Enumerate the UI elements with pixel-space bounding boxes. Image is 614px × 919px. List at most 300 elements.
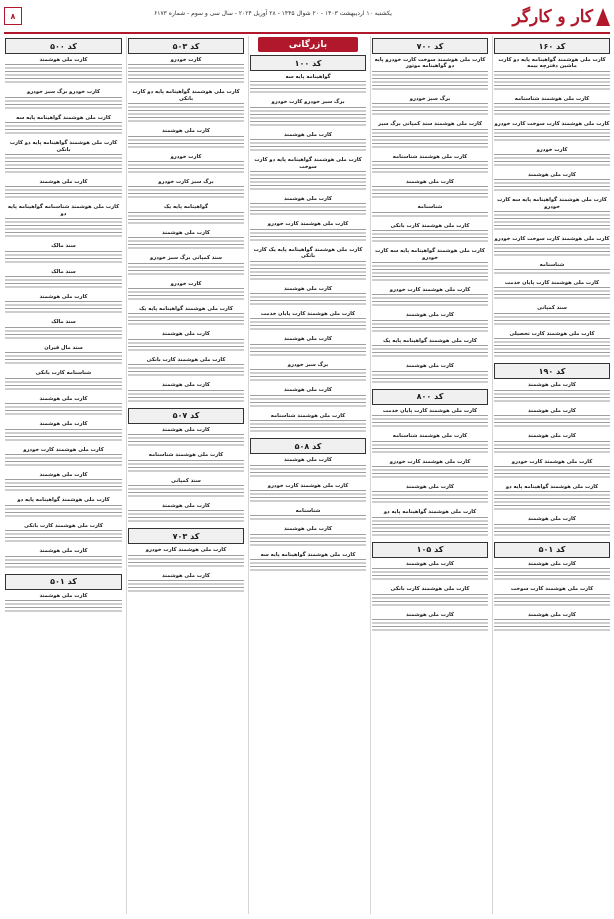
ad-body-text — [250, 107, 366, 128]
classified-ad — [494, 121, 610, 142]
code-header: کد ۱۰۵ — [372, 542, 488, 558]
ad-body-text — [5, 352, 122, 366]
ad-title: سند مالک — [51, 268, 76, 275]
ad-body-text — [372, 491, 488, 505]
ad-title: سند مال قیران — [44, 344, 83, 351]
ad-title: کارت ملی هوشمند — [39, 548, 88, 555]
ad-title: کارت ملی هوشمند — [162, 502, 210, 509]
classified-ad — [250, 526, 366, 547]
classified-ad — [250, 247, 366, 282]
ad-title: کارت ملی هوشمند گواهینامه پایه دو — [505, 483, 599, 490]
ad-body-text — [494, 313, 610, 327]
classified-ad — [250, 99, 366, 127]
ad-body-text — [250, 293, 366, 307]
ad-body-text — [128, 237, 244, 251]
ad-title: کارت ملی هوشمند کارت خودرو — [23, 446, 104, 453]
ad-title: کارت ملی هوشمند کارت بانکی — [24, 522, 103, 529]
ad-body-text — [128, 288, 244, 302]
classified-ad — [128, 503, 244, 524]
classified-ad — [128, 452, 244, 473]
ad-title: کارت ملی هوشمند کارت بانکی — [390, 586, 470, 593]
column-c5 — [4, 36, 122, 914]
classified-ad — [494, 57, 610, 92]
ad-body-text — [372, 441, 488, 455]
ad-title: برگ سبز کارت خودرو — [158, 179, 214, 186]
classified-ad — [250, 508, 366, 522]
ad-body-text — [5, 276, 122, 290]
ad-body-text — [494, 269, 610, 276]
ad-body-text — [128, 364, 244, 378]
ad-body-text — [494, 415, 610, 429]
ad-body-text — [128, 460, 244, 474]
ad-body-text — [128, 339, 244, 353]
classified-ad — [250, 552, 366, 573]
ad-title: کارت ملی هوشمند گواهینامه پایه دو — [17, 497, 110, 504]
ad-title: گواهینامه پایه سه — [285, 74, 331, 80]
ad-body-text — [128, 485, 244, 499]
ad-body-text — [128, 580, 244, 594]
ad-body-text — [5, 479, 122, 493]
ad-title: کارت ملی هوشمند — [406, 483, 454, 490]
classified-ad — [372, 509, 488, 537]
ad-title: برگ سبز خودرو — [287, 361, 329, 368]
ad-title: کارت ملی هوشمند گواهینامه پایه یک — [139, 306, 233, 313]
ad-body-text — [372, 619, 488, 633]
ad-body-text — [5, 327, 122, 341]
ad-body-text — [5, 154, 122, 175]
ad-title: کارت ملی هوشمند — [162, 382, 210, 389]
ad-title: کارت ملی هوشمند — [284, 387, 332, 394]
ad-title: کارت خودرو — [170, 153, 202, 160]
ad-title: سند کمپانی — [171, 477, 201, 484]
ad-title: کارت ملی هوشمند — [406, 312, 454, 319]
ad-title: کارت ملی هوشمند گواهینامه پایه دو کارت ماشین دفترچه بیمه — [498, 57, 606, 70]
ad-body-text — [5, 505, 122, 519]
classified-ad — [250, 387, 366, 408]
code-header: کد ۵۰۳ — [128, 38, 244, 54]
classified-ad — [494, 382, 610, 403]
classified-ad — [494, 96, 610, 117]
classified-ad — [494, 262, 610, 276]
ad-body-text — [494, 154, 610, 168]
ad-body-text — [250, 395, 366, 409]
classified-ad — [5, 472, 122, 493]
ad-body-text — [494, 390, 610, 404]
ad-body-text — [128, 212, 244, 226]
ad-body-text — [372, 517, 488, 538]
classified-ad — [5, 345, 122, 366]
column-c3 — [248, 36, 366, 914]
ad-title: کارت ملی هوشمند کارت سوخت — [510, 586, 594, 593]
ad-title: کارت ملی هوشمند — [528, 611, 576, 618]
code-header: کد ۵۰۷ — [128, 408, 244, 424]
classified-ad — [5, 179, 122, 200]
ad-body-text — [250, 369, 366, 383]
ad-title: کارت ملی هوشمند شناسنامه — [392, 433, 468, 440]
ad-title: کارت ملی هوشمند شناسنامه — [514, 95, 590, 102]
classified-ad — [372, 179, 488, 200]
classified-ad — [372, 586, 488, 607]
page-header — [4, 4, 610, 34]
classified-ad — [494, 459, 610, 480]
classified-ad — [494, 484, 610, 512]
classified-ad — [128, 204, 244, 225]
ad-body-text — [494, 338, 610, 359]
classified-ad — [250, 336, 366, 357]
ad-body-text — [250, 203, 366, 217]
classified-ad — [372, 561, 488, 582]
ad-body-text — [128, 161, 244, 175]
column-c1 — [492, 36, 610, 914]
ad-body-text — [494, 129, 610, 143]
classified-ad — [5, 89, 122, 110]
code-header: کد ۸۰۰ — [372, 389, 488, 405]
classified-ad — [494, 172, 610, 193]
classified-ad — [494, 331, 610, 359]
ad-body-text — [5, 530, 122, 544]
ad-body-text — [128, 390, 244, 404]
ad-body-text — [494, 619, 610, 633]
classified-ad — [5, 548, 122, 569]
ad-title: کارت ملی هوشمند گواهینامه پایه سه — [16, 114, 111, 121]
ad-title: کارت ملی هوشمند کارت پایان خدمت — [504, 280, 600, 287]
classified-ad — [128, 357, 244, 378]
classified-ad — [494, 586, 610, 607]
classified-ad — [128, 547, 244, 568]
ad-body-text — [250, 534, 366, 548]
classified-ad — [128, 255, 244, 276]
classified-ad — [494, 408, 610, 429]
classified-ad — [494, 305, 610, 326]
classified-ad — [372, 154, 488, 175]
classified-ad — [372, 223, 488, 244]
ad-body-text — [128, 136, 244, 150]
ad-body-text — [494, 466, 610, 480]
ad-body-text — [372, 71, 488, 92]
ad-title: کارت ملی هوشمند — [406, 179, 454, 186]
ad-title: کارت خودرو برگ سبز خودرو — [26, 89, 101, 96]
classified-ad — [5, 593, 122, 614]
classified-ad — [5, 115, 122, 136]
classified-ad — [128, 154, 244, 175]
ad-body-text — [494, 441, 610, 455]
ad-title: کارت ملی هوشمند گواهینامه پایه سه — [260, 551, 356, 558]
ad-body-text — [372, 262, 488, 283]
ad-body-text — [372, 466, 488, 480]
classified-ad — [5, 396, 122, 417]
classified-ad — [128, 382, 244, 403]
ad-body-text — [5, 218, 122, 239]
code-header: کد ۱۹۰ — [494, 363, 610, 379]
ad-title: شناسنامه — [295, 507, 321, 514]
ad-title: کارت ملی هوشمند — [39, 421, 88, 428]
ad-title: کارت ملی هوشمند شناسنامه — [270, 412, 346, 419]
classified-ad — [5, 370, 122, 391]
classified-ad — [128, 281, 244, 302]
ad-body-text — [250, 229, 366, 243]
classified-ad — [494, 561, 610, 582]
classified-ad — [250, 74, 366, 95]
ad-body-text — [128, 434, 244, 448]
classified-ad — [372, 57, 488, 92]
ad-body-text — [5, 301, 122, 315]
ad-title: کارت ملی هوشمند گواهینامه پایه یک کارت بانکی — [253, 246, 363, 260]
ad-title: کارت ملی هوشمند کارت بانکی — [390, 222, 470, 229]
ad-title: کارت ملی هوشمند کارت سوخت کارت خودرو — [494, 121, 610, 128]
ad-title: کارت ملی هوشمند کارت خودرو — [267, 221, 349, 228]
classified-ad — [250, 286, 366, 307]
ad-body-text — [372, 568, 488, 582]
ad-title: کارت خودرو — [536, 146, 568, 153]
ad-body-text — [494, 244, 610, 258]
classified-ad — [372, 612, 488, 633]
ad-body-text — [128, 186, 244, 200]
ad-body-text — [128, 64, 244, 85]
ad-title: کارت ملی هوشمند کارت سوخت کارت خودرو — [494, 236, 610, 243]
ad-body-text — [128, 555, 244, 569]
ad-title: کارت ملی هوشمند — [528, 382, 576, 389]
ad-title: کارت ملی هوشمند — [284, 526, 332, 533]
ad-body-text — [250, 559, 366, 573]
ad-body-text — [5, 378, 122, 392]
ad-title: کارت ملی هوشمند — [162, 426, 210, 433]
ad-body-text — [494, 179, 610, 193]
ad-body-text — [372, 371, 488, 385]
ad-body-text — [128, 103, 244, 124]
ad-body-text — [494, 594, 610, 608]
classified-ad — [372, 408, 488, 429]
ad-body-text — [372, 594, 488, 608]
classified-ad — [250, 157, 366, 192]
classified-ad — [128, 573, 244, 594]
ad-body-text — [494, 211, 610, 232]
ad-body-text — [372, 320, 488, 334]
ad-body-text — [494, 103, 610, 117]
ad-body-text — [494, 568, 610, 582]
ad-body-text — [372, 103, 488, 117]
classified-ad — [250, 132, 366, 153]
ad-title: کارت ملی هوشمند — [406, 363, 454, 370]
ad-title: کارت ملی هوشمند کارت تحصیلی — [509, 330, 595, 337]
ad-title: کارت ملی هوشمند — [39, 395, 88, 402]
classified-ad — [128, 331, 244, 352]
ad-title: کارت ملی هوشمند گواهینامه پایه دو — [383, 509, 477, 516]
brand-logo-icon — [596, 8, 610, 26]
classified-ad — [5, 497, 122, 518]
column-c4 — [126, 36, 244, 914]
ad-title: کارت ملی هوشمند — [528, 516, 576, 523]
ad-body-text — [250, 171, 366, 192]
ad-body-text — [372, 415, 488, 429]
classified-ad — [128, 89, 244, 124]
ad-title: شناسنامه — [417, 204, 443, 211]
classified-ad — [372, 312, 488, 333]
ad-title: شناسنامه کارت بانکی — [35, 370, 92, 377]
ad-title: کارت ملی هوشمند شناسنامه — [148, 452, 224, 459]
ad-body-text — [128, 313, 244, 327]
classified-ad — [494, 236, 610, 257]
ad-title: کارت ملی هوشمند — [284, 336, 332, 343]
classified-ad — [5, 269, 122, 290]
ad-title: سند کمپانی — [537, 305, 567, 312]
ad-body-text — [250, 139, 366, 153]
classified-ad — [250, 196, 366, 217]
code-header: کد ۷۰۳ — [128, 528, 244, 544]
brand-title: کار و کارگر — [512, 7, 593, 27]
ad-body-text — [372, 230, 488, 244]
ad-title: کارت ملی هوشمند گواهینامه پایه دو کارت بانکی — [132, 89, 240, 102]
classified-ad — [5, 243, 122, 264]
classified-ad — [372, 248, 488, 283]
classified-ad — [494, 612, 610, 633]
dateline: یکشنبه ۱۰ اردیبهشت ۱۴۰۳ - ۲۰ شوال ۱۴۴۵ - ۲۸ آوریل ۲۰۲۴ - سال سی و سوم - شماره ۶۱۷۳ — [154, 10, 392, 17]
ad-title: کارت ملی هوشمند — [39, 179, 88, 186]
classified-ad — [372, 484, 488, 505]
classified-ad — [128, 427, 244, 448]
columns-container — [4, 36, 610, 914]
ad-title: کارت ملی هوشمند سند کمپانی برگ سبز — [377, 121, 483, 128]
classified-ad — [372, 121, 488, 149]
ad-body-text — [494, 287, 610, 301]
ad-title: کارت ملی هوشمند — [284, 457, 332, 464]
ad-title: کارت ملی هوشمند — [284, 131, 332, 138]
ad-title: کارت ملی هوشمند — [162, 331, 210, 338]
ad-title: کارت ملی هوشمند — [406, 611, 454, 618]
classified-ad — [5, 523, 122, 544]
ad-body-text — [5, 600, 122, 614]
ad-body-text — [128, 263, 244, 277]
ad-title: کارت ملی هوشمند گواهینامه پایه دو کارت سوخت — [254, 157, 362, 170]
ad-body-text — [494, 524, 610, 538]
classified-ad — [372, 363, 488, 384]
ad-title: کارت ملی هوشمند — [162, 128, 210, 135]
ad-title: شناسنامه — [539, 261, 565, 268]
classified-ad — [128, 57, 244, 85]
code-header: کد ۵۰۱ — [494, 542, 610, 558]
code-header: کد ۵۰۱ — [5, 574, 122, 590]
ad-title: کارت ملی هوشمند گواهینامه پایه یک — [383, 337, 477, 344]
ad-title: کارت ملی هوشمند — [528, 560, 576, 567]
classified-ad — [5, 421, 122, 442]
ad-body-text — [250, 465, 366, 479]
classified-ad — [372, 287, 488, 308]
classified-ad — [5, 57, 122, 85]
classified-ad — [250, 413, 366, 434]
ad-body-text — [250, 420, 366, 434]
classified-ad — [128, 306, 244, 327]
classified-ad — [128, 179, 244, 200]
ad-title: کارت ملی هوشمند کارت پایان خدمت — [382, 407, 478, 414]
ad-body-text — [5, 429, 122, 443]
ad-title: کارت ملی هوشمند گواهینامه پایه سه کارت خودرو — [497, 197, 607, 210]
ad-title: سند مالک — [51, 319, 76, 326]
ad-title: کارت ملی هوشمند — [528, 172, 576, 179]
ad-title: کارت ملی هوشمند — [284, 196, 332, 203]
classified-ad — [372, 433, 488, 454]
ad-body-text — [372, 294, 488, 308]
classified-ad — [250, 483, 366, 504]
ad-title: کارت ملی هوشمند کارت خودرو — [511, 458, 593, 465]
ad-title: گواهینامه پایه یک — [163, 204, 209, 211]
code-header: کد ۷۰۰ — [372, 38, 488, 54]
ad-title: کارت ملی هوشمند کارت خودرو — [267, 482, 349, 489]
classified-ad — [5, 204, 122, 239]
ad-body-text — [5, 556, 122, 570]
ad-title: کارت ملی هوشمند سوخت کارت خودرو پایه دو گواهینامه موتور — [374, 57, 486, 70]
classified-ad — [5, 447, 122, 468]
classified-ad — [128, 128, 244, 149]
brand — [513, 4, 610, 30]
classified-ad — [372, 96, 488, 117]
ad-title: کارت ملی هوشمند — [162, 229, 210, 236]
ad-body-text — [372, 345, 488, 359]
ad-title: کارت ملی هوشمند کارت خودرو — [389, 458, 471, 465]
ad-title: سند مالک — [51, 243, 76, 250]
classified-ad — [5, 140, 122, 175]
code-header: کد ۵۰۰ — [5, 38, 122, 54]
ad-title: سند کمپانی برگ سبز خودرو — [150, 255, 222, 262]
ad-title: کارت ملی هوشمند — [528, 433, 576, 440]
ad-title: برگ سبز خودرو — [409, 95, 451, 102]
ad-title: کارت ملی هوشمند — [284, 285, 332, 292]
ad-title: برگ سبز خودرو کارت خودرو — [271, 99, 345, 106]
ad-body-text — [5, 122, 122, 136]
ad-body-text — [250, 344, 366, 358]
ad-body-text — [372, 186, 488, 200]
ad-body-text — [372, 161, 488, 175]
classified-ad — [372, 459, 488, 480]
ad-title: کارت ملی هوشمند شناسنامه گواهینامه پایه دو — [7, 204, 120, 217]
column-c2 — [370, 36, 488, 914]
code-header: کد ۱۰۰ — [250, 55, 366, 71]
classified-ad — [5, 319, 122, 340]
code-header: کد ۱۶۰ — [494, 38, 610, 54]
ad-body-text — [494, 71, 610, 92]
ad-body-text — [5, 251, 122, 265]
classified-ad — [250, 311, 366, 332]
section-ribbon: بازرگانی — [258, 37, 358, 52]
ad-title: کارت ملی هوشمند کارت خودرو — [145, 547, 227, 554]
ad-title: کارت ملی هوشمند — [39, 592, 88, 599]
classified-ad — [128, 478, 244, 499]
classified-ad — [494, 516, 610, 537]
ad-body-text — [5, 186, 122, 200]
ad-body-text — [5, 64, 122, 85]
ad-body-text — [128, 510, 244, 524]
ad-title: کارت ملی هوشمند — [162, 572, 210, 579]
ad-title: کارت خودرو — [170, 57, 202, 63]
ad-body-text — [372, 129, 488, 150]
classified-ad — [372, 338, 488, 359]
classified-ad — [494, 197, 610, 232]
classified-ad — [494, 147, 610, 168]
ad-title: کارت ملی هوشمند — [39, 471, 88, 478]
classified-ad — [250, 221, 366, 242]
classified-ad — [250, 362, 366, 383]
classified-ad — [494, 433, 610, 454]
ad-title: کارت ملی هوشمند گواهینامه پایه دو کارت بانکی — [9, 140, 118, 153]
ad-title: کارت ملی هوشمند کارت خودرو — [389, 287, 471, 294]
ad-body-text — [250, 81, 366, 95]
ad-body-text — [494, 491, 610, 512]
ad-body-text — [250, 261, 366, 282]
ad-body-text — [5, 97, 122, 111]
ad-body-text — [372, 212, 488, 219]
classified-ad — [372, 204, 488, 218]
ad-body-text — [250, 490, 366, 504]
ad-body-text — [5, 403, 122, 417]
ad-title: کارت ملی هوشمند — [406, 560, 454, 567]
